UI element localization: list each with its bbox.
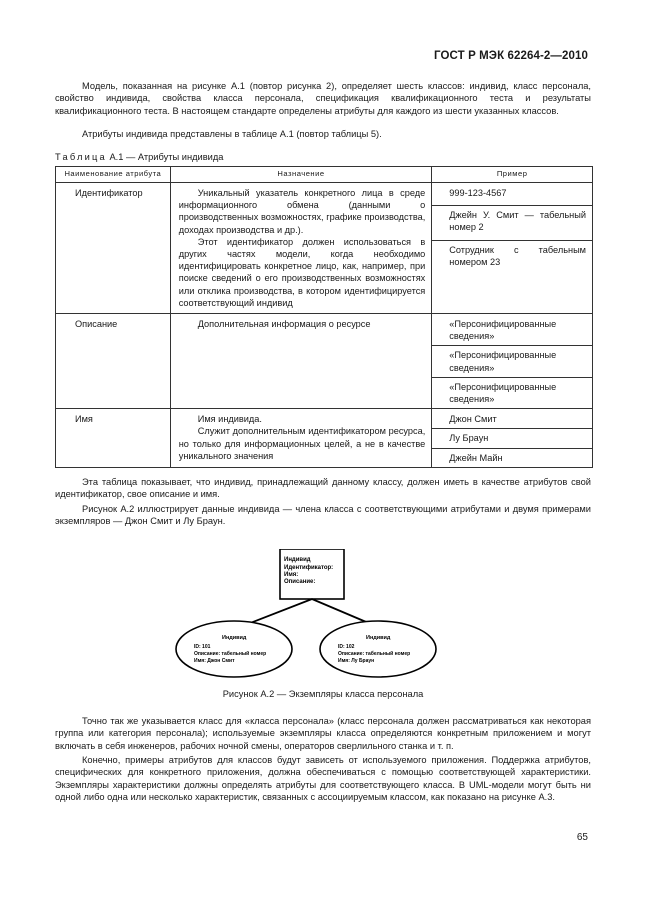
attr-example: 999-123-4567	[432, 183, 593, 206]
attr-description-text: Уникальный указатель конкретного лица в среде информационного обмена (данными о производственных возможностях, графике производства, доходах производства и др.).	[178, 188, 426, 235]
after-table-paragraph-2: Рисунок А.2 иллюстрирует данные индивида — члена класса с соответствующими атрибутами и двумя примерами экземпляров — Джон Смит и Лу Браун.	[55, 504, 591, 527]
table-caption	[55, 152, 223, 162]
page-number: 65	[576, 832, 588, 843]
attr-description	[170, 409, 432, 468]
attr-name: Описание	[56, 314, 171, 409]
instance-left-line: ID: 101	[194, 644, 211, 650]
table-caption-title: А.1 — Атрибуты индивида	[106, 152, 224, 162]
attr-name: Имя	[56, 409, 171, 468]
instance-left-title: Индивид	[222, 635, 247, 641]
standard-number: ГОСТ Р МЭК 62264-2—2010	[434, 50, 588, 62]
attr-example: Сотрудник с табельным номером 23	[432, 241, 593, 314]
attr-example: Лу Браун	[432, 429, 593, 448]
attr-example: Джон Смит	[432, 409, 593, 429]
attr-example: Джейн Майн	[432, 448, 593, 467]
attr-description-text: Служит дополнительным идентификатором ресурса, но только для информационных целей, а не в качестве уникального значения	[178, 426, 426, 461]
class-box-title: Индивид	[284, 557, 311, 563]
attr-example: «Персонифицированные сведения»	[432, 346, 593, 377]
table-caption-word: Таблица	[55, 152, 107, 162]
class-box-attr: Идентификатор:	[284, 565, 334, 571]
header-example: Пример	[432, 167, 593, 183]
attr-description-text: Этот идентификатор должен использоваться в других частях модели, когда необходимо идентифицировать конкретное лицо, как, например, при поиске сведений о его производственных возможностях или отклика производства, в котором идентифицируется соответствующий индивид	[178, 236, 426, 308]
header-purpose: Назначение	[170, 167, 432, 183]
instance-right-line: Имя: Лу Браун	[338, 658, 375, 664]
class-instances-diagram	[172, 549, 472, 679]
intro-paragraph-2: Атрибуты индивида представлены в таблице А.1 (повтор таблицы 5).	[82, 129, 382, 139]
table-row	[56, 183, 593, 206]
table-row	[56, 409, 593, 429]
instance-left-line: Имя: Джон Смит	[194, 658, 235, 664]
instance-right-line: Описание: табельный номер	[338, 651, 411, 657]
instance-left-line: Описание: табельный номер	[194, 651, 267, 657]
attr-description	[170, 314, 432, 409]
header-name: Наименование атрибута	[56, 167, 171, 183]
table-row	[56, 314, 593, 346]
instance-right-line: ID: 102	[338, 644, 355, 650]
class-box-attr: Описание:	[284, 579, 316, 585]
figure-caption: Рисунок А.2 — Экземпляры класса персонала	[222, 689, 424, 699]
attr-example: «Персонифицированные сведения»	[432, 314, 593, 346]
attributes-table	[55, 166, 593, 468]
attr-example: «Персонифицированные сведения»	[432, 377, 593, 408]
attr-name: Идентификатор	[56, 183, 171, 314]
after-table-paragraph-1: Эта таблица показывает, что индивид, принадлежащий данному классу, должен иметь в качестве атрибутов свой идентификатор, свое описание и имя.	[55, 477, 591, 500]
table-header-row	[56, 167, 593, 183]
instance-right-title: Индивид	[366, 635, 391, 641]
attr-example: Джейн У. Смит — табельный номер 2	[432, 205, 593, 240]
intro-paragraph-1: Модель, показанная на рисунке А.1 (повтор рисунка 2), определяет шесть классов: индивид, класс персонала, свойство индивида, свойства класса персонала, спецификация квалификационного теста и результаты квалификационного теста. В настоящем стандарте определены атрибуты для каждого из шести указанных классов.	[55, 81, 591, 116]
attr-description	[170, 183, 432, 314]
class-box-attr: Имя:	[284, 572, 299, 578]
attr-description-text: Имя индивида.	[197, 414, 262, 425]
closing-paragraph-1: Точно так же указывается класс для «класса персонала» (класс персонала должен рассматриваться как некоторая группа или категория персонала); используемые экземпляры класса определяются конкретным приложением и могут включать в себя инженеров, рабочих ночной смены, операторов сверлильного станка и т. п.	[55, 716, 591, 751]
attr-description-text: Дополнительная информация о ресурсе	[197, 319, 371, 330]
closing-paragraph-2: Конечно, примеры атрибутов для классов будут зависеть от используемого приложения. Поддержка атрибутов, специфических для конкретного приложения, должна обеспечиваться с помощью соответствующей характеристики. Экземпляры характеристики должны определять атрибуты для соответствующего класса. В UML-модели могут быть ни одной либо одна или несколько характеристик, связанных с ассоциируемым классом, как показано на рисунке А.3.	[55, 755, 591, 802]
